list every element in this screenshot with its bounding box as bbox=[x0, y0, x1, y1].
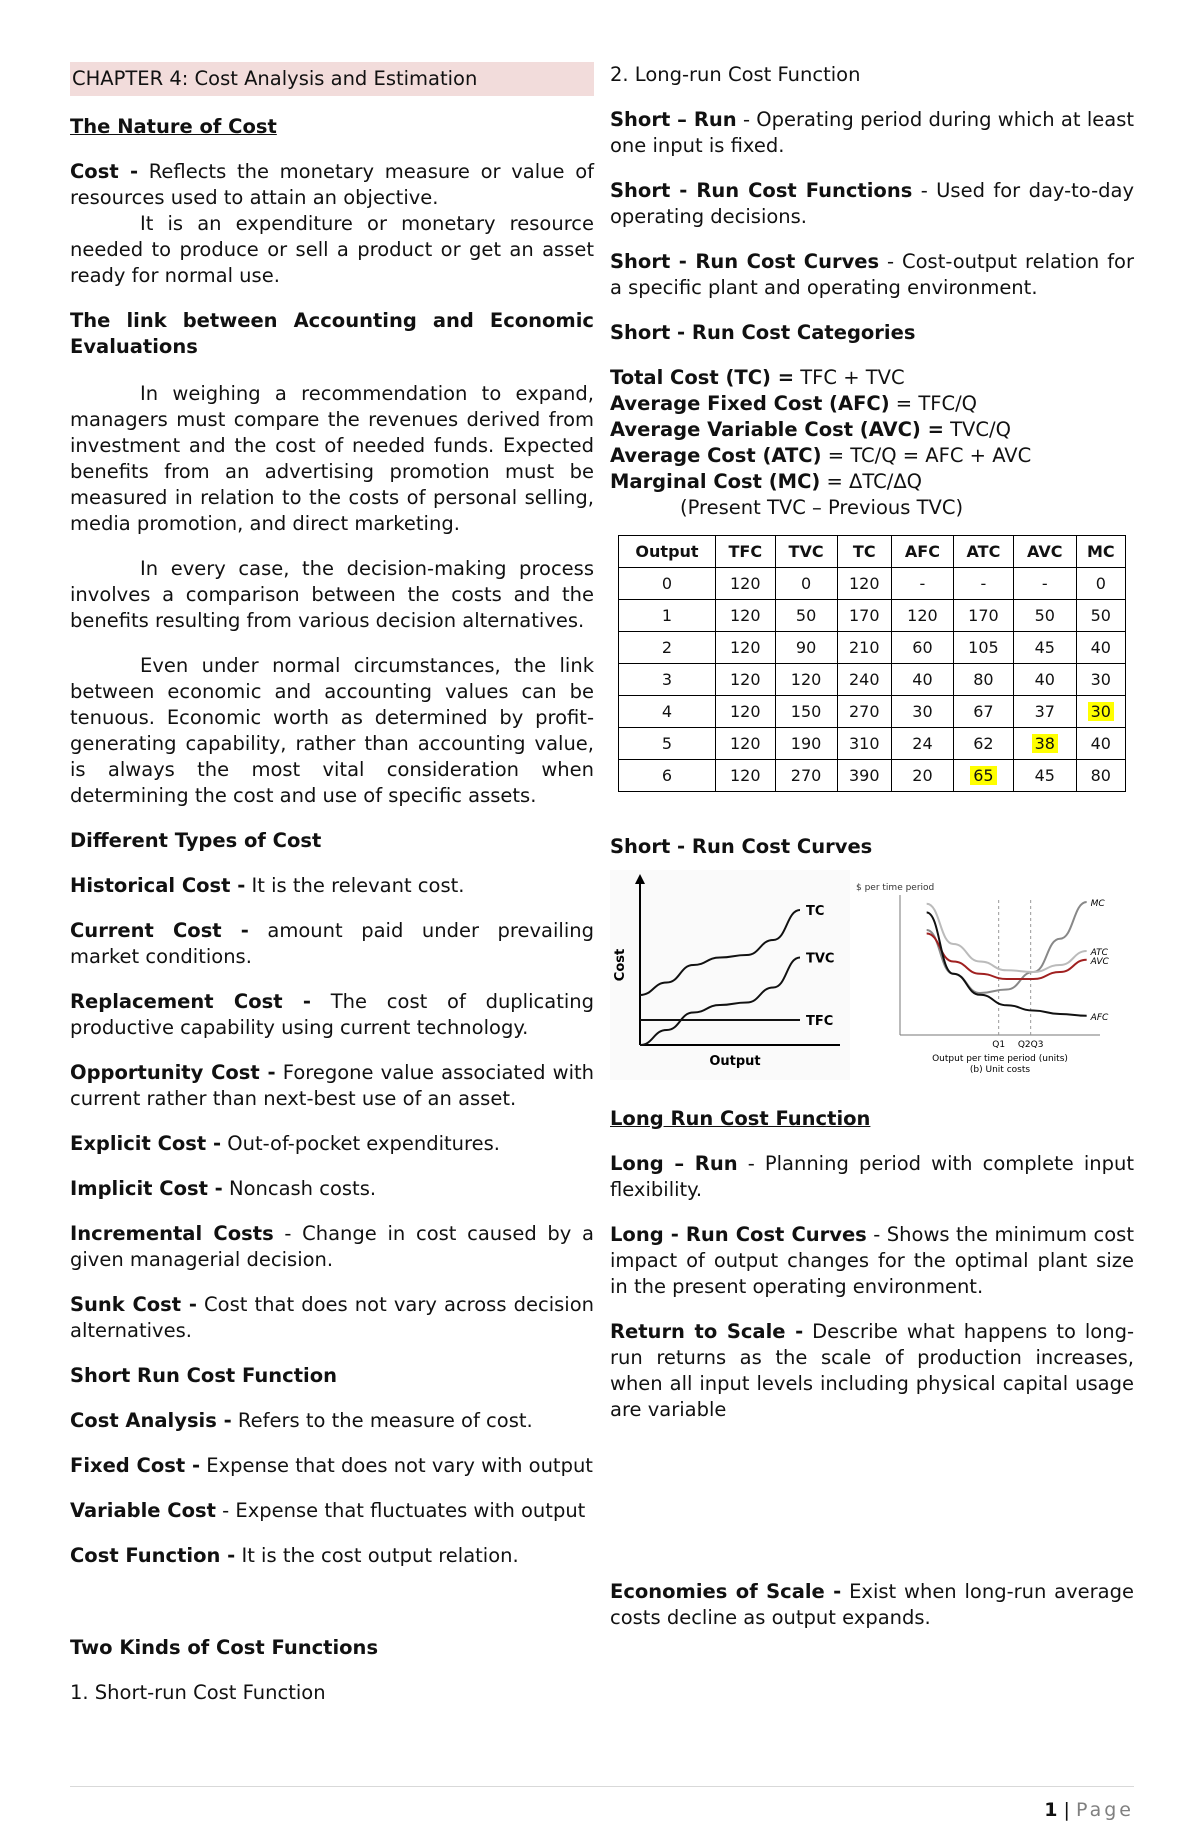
table-cell: 30 bbox=[1076, 664, 1125, 696]
formula-list bbox=[610, 365, 1134, 521]
section-heading-srcf: Short Run Cost Function bbox=[70, 1364, 338, 1387]
cost-type-item: Sunk Cost - Cost that does not vary across decision alternatives. bbox=[70, 1293, 594, 1342]
srcf-item: Cost Function - It is the cost output relation. bbox=[70, 1544, 519, 1567]
formula-item: Average Fixed Cost (AFC) = TFC/Q bbox=[610, 392, 978, 415]
right-column bbox=[610, 62, 1134, 1650]
table-cell: 3 bbox=[619, 664, 716, 696]
cost-type-item: Replacement Cost - The cost of duplicating productive capability using current technology. bbox=[70, 990, 594, 1039]
table-cell: 0 bbox=[1076, 568, 1125, 600]
table-cell: 6 bbox=[619, 760, 716, 792]
table-header-cell: TC bbox=[837, 536, 891, 568]
table-header-cell: MC bbox=[1076, 536, 1125, 568]
table-cell: 90 bbox=[775, 632, 837, 664]
short-run-item: Short - Run Cost Curves - Cost-output relation for a specific plant and operating environment. bbox=[610, 250, 1135, 299]
cost-type-item: Explicit Cost - Out-of-pocket expenditures. bbox=[70, 1132, 500, 1155]
table-row bbox=[619, 568, 1126, 600]
table-cell: 30 bbox=[1076, 696, 1125, 728]
table-cell: 120 bbox=[891, 600, 953, 632]
cost-curves-figure bbox=[610, 870, 1134, 1080]
table-header-row bbox=[619, 536, 1126, 568]
series-label-tc: TC bbox=[806, 904, 825, 919]
table-cell: - bbox=[1013, 568, 1076, 600]
table-cell: 120 bbox=[716, 696, 776, 728]
table-cell: 105 bbox=[953, 632, 1013, 664]
table-row bbox=[619, 632, 1126, 664]
table-cell: 80 bbox=[1076, 760, 1125, 792]
table-cell: 120 bbox=[716, 664, 776, 696]
table-cell: 120 bbox=[716, 600, 776, 632]
link-paragraph-3: Even under normal circumstances, the link between economic and accounting values can be tenuous. Economic worth as determined by profit-generating capability, rather than accounting value, is always the most vital consideration when determining the cost and use of specific assets. bbox=[70, 654, 594, 807]
section-heading-categories: Short - Run Cost Categories bbox=[610, 321, 916, 344]
table-cell: 150 bbox=[775, 696, 837, 728]
cost-types-list bbox=[70, 873, 594, 1344]
srcf-item: Variable Cost - Expense that fluctuates with output bbox=[70, 1499, 586, 1522]
table-cell: 0 bbox=[619, 568, 716, 600]
formula-item: Total Cost (TC) = TFC + TVC bbox=[610, 366, 905, 389]
table-cell: 1 bbox=[619, 600, 716, 632]
table-row bbox=[619, 664, 1126, 696]
series-label-mc: MC bbox=[1090, 899, 1105, 909]
table-cell: 170 bbox=[837, 600, 891, 632]
table-cell: - bbox=[891, 568, 953, 600]
series-label-avc: AVC bbox=[1090, 956, 1109, 967]
section-heading-long-run: Long Run Cost Function bbox=[610, 1107, 871, 1130]
table-cell: 5 bbox=[619, 728, 716, 760]
list-item-1: 1. Short-run Cost Function bbox=[70, 1681, 326, 1704]
cost-definition: Cost - Reflects the monetary measure or value of resources used to attain an objective. bbox=[70, 160, 594, 209]
section-heading-link: The link between Accounting and Economic Evaluations bbox=[70, 309, 594, 358]
table-header-cell: ATC bbox=[953, 536, 1013, 568]
cost-type-item: Incremental Costs - Change in cost caused by a given managerial decision. bbox=[70, 1222, 594, 1271]
section-heading-types: Different Types of Cost bbox=[70, 829, 322, 852]
table-cell: 60 bbox=[891, 632, 953, 664]
table-cell: 170 bbox=[953, 600, 1013, 632]
section-heading-curves: Short - Run Cost Curves bbox=[610, 835, 873, 858]
cost-table bbox=[618, 535, 1126, 792]
table-cell: 40 bbox=[891, 664, 953, 696]
series-label-atc: ATC bbox=[1090, 948, 1108, 958]
table-row bbox=[619, 600, 1126, 632]
mc-note: (Present TVC – Previous TVC) bbox=[680, 496, 964, 519]
table-cell: 24 bbox=[891, 728, 953, 760]
table-cell: 50 bbox=[775, 600, 837, 632]
table-row bbox=[619, 728, 1126, 760]
table-cell: 37 bbox=[1013, 696, 1076, 728]
table-cell: 120 bbox=[716, 568, 776, 600]
table-cell: 120 bbox=[716, 632, 776, 664]
table-header-cell: AVC bbox=[1013, 536, 1076, 568]
table-cell: 67 bbox=[953, 696, 1013, 728]
series-label-tfc: TFC bbox=[806, 1014, 834, 1029]
table-header-cell: TFC bbox=[716, 536, 776, 568]
page-number: 1 bbox=[1044, 1799, 1058, 1821]
x-tick-label: Q1 bbox=[992, 1040, 1006, 1050]
formula-item: Marginal Cost (MC) = ΔTC/ΔQ bbox=[610, 470, 923, 493]
x-axis-label: Output bbox=[709, 1054, 761, 1069]
economies-of-scale: Economies of Scale - Exist when long-run average costs decline as output expands. bbox=[610, 1580, 1134, 1629]
table-cell: 120 bbox=[837, 568, 891, 600]
table-cell: 0 bbox=[775, 568, 837, 600]
list-item-2: 2. Long-run Cost Function bbox=[610, 63, 861, 86]
table-cell: 270 bbox=[775, 760, 837, 792]
table-cell: 240 bbox=[837, 664, 891, 696]
formula-item: Average Variable Cost (AVC) = TVC/Q bbox=[610, 418, 1011, 441]
table-cell: 190 bbox=[775, 728, 837, 760]
series-line-tc bbox=[640, 910, 800, 995]
unit-cost-chart bbox=[850, 870, 1130, 1080]
long-run-item: Long – Run - Planning period with complete input flexibility. bbox=[610, 1152, 1134, 1201]
table-cell: 45 bbox=[1013, 760, 1076, 792]
table-cell: 20 bbox=[891, 760, 953, 792]
table-cell: - bbox=[953, 568, 1013, 600]
series-label-tvc: TVC bbox=[806, 951, 835, 967]
formula-item: Average Cost (ATC) = TC/Q = AFC + AVC bbox=[610, 444, 1032, 467]
chapter-title: CHAPTER 4: Cost Analysis and Estimation bbox=[70, 62, 594, 96]
link-paragraph-2: In every case, the decision-making process involves a comparison between the costs and the benefits resulting from various decision alternatives. bbox=[70, 557, 594, 632]
table-cell: 30 bbox=[891, 696, 953, 728]
table-cell: 50 bbox=[1013, 600, 1076, 632]
x-axis-label: Output per time period (units) bbox=[932, 1054, 1068, 1064]
left-column bbox=[70, 62, 594, 1725]
footer-separator: | bbox=[1057, 1799, 1076, 1821]
table-cell: 80 bbox=[953, 664, 1013, 696]
short-run-item: Short - Run Cost Functions - Used for day-to-day operating decisions. bbox=[610, 179, 1134, 228]
table-cell: 390 bbox=[837, 760, 891, 792]
y-axis-label: $ per time period bbox=[856, 883, 935, 893]
table-cell: 4 bbox=[619, 696, 716, 728]
cost-type-item: Current Cost - amount paid under prevailing market conditions. bbox=[70, 919, 594, 968]
table-row bbox=[619, 760, 1126, 792]
table-cell: 40 bbox=[1013, 664, 1076, 696]
table-cell: 310 bbox=[837, 728, 891, 760]
table-cell: 50 bbox=[1076, 600, 1125, 632]
table-cell: 38 bbox=[1013, 728, 1076, 760]
cost-type-item: Implicit Cost - Noncash costs. bbox=[70, 1177, 377, 1200]
section-heading-nature: The Nature of Cost bbox=[70, 115, 277, 138]
chart-caption: (b) Unit costs bbox=[969, 1065, 1031, 1075]
table-cell: 40 bbox=[1076, 728, 1125, 760]
cost-type-item: Opportunity Cost - Foregone value associated with current rather than next-best use of an asset. bbox=[70, 1061, 595, 1110]
long-run-item: Return to Scale - Describe what happens to long-run returns as the scale of production increases, when all input levels including physical capital usage are variable bbox=[610, 1320, 1135, 1421]
section-heading-two-kinds: Two Kinds of Cost Functions bbox=[70, 1636, 379, 1659]
table-cell: 40 bbox=[1076, 632, 1125, 664]
footer-divider bbox=[70, 1786, 1134, 1787]
page-footer bbox=[1044, 1797, 1134, 1823]
srcf-item: Fixed Cost - Expense that does not vary with output bbox=[70, 1454, 593, 1477]
table-row bbox=[619, 696, 1126, 728]
table-cell: 120 bbox=[716, 728, 776, 760]
table-cell: 120 bbox=[716, 760, 776, 792]
table-cell: 65 bbox=[953, 760, 1013, 792]
cost-definition-2: It is an expenditure or monetary resource needed to produce or sell a product or get an asset ready for normal use. bbox=[70, 212, 594, 287]
series-line-tvc bbox=[640, 958, 800, 1046]
series-label-afc: AFC bbox=[1090, 1012, 1109, 1023]
total-cost-chart bbox=[610, 870, 850, 1080]
page-label: Page bbox=[1076, 1799, 1134, 1821]
cost-type-item: Historical Cost - It is the relevant cost. bbox=[70, 874, 465, 897]
table-header-cell: TVC bbox=[775, 536, 837, 568]
short-run-item: Short – Run - Operating period during which at least one input is fixed. bbox=[610, 108, 1135, 157]
long-run-item: Long - Run Cost Curves - Shows the minimum cost impact of output changes for the optimal plant size in the present operating environment. bbox=[610, 1223, 1134, 1298]
y-axis-label: Cost bbox=[613, 948, 628, 982]
table-cell: 2 bbox=[619, 632, 716, 664]
table-cell: 120 bbox=[775, 664, 837, 696]
table-cell: 270 bbox=[837, 696, 891, 728]
x-tick-label: Q2Q3 bbox=[1017, 1040, 1044, 1050]
table-cell: 45 bbox=[1013, 632, 1076, 664]
link-paragraph-1: In weighing a recommendation to expand, managers must compare the revenues derived from investment and the cost of needed funds. Expected benefits from an advertising promotion must be measured in relation to the costs of personal selling, media promotion, and direct marketing. bbox=[70, 382, 594, 535]
table-header-cell: AFC bbox=[891, 536, 953, 568]
table-cell: 62 bbox=[953, 728, 1013, 760]
srcf-item: Cost Analysis - Refers to the measure of cost. bbox=[70, 1409, 533, 1432]
y-axis-arrow bbox=[635, 874, 645, 884]
table-cell: 210 bbox=[837, 632, 891, 664]
table-header-cell: Output bbox=[619, 536, 716, 568]
